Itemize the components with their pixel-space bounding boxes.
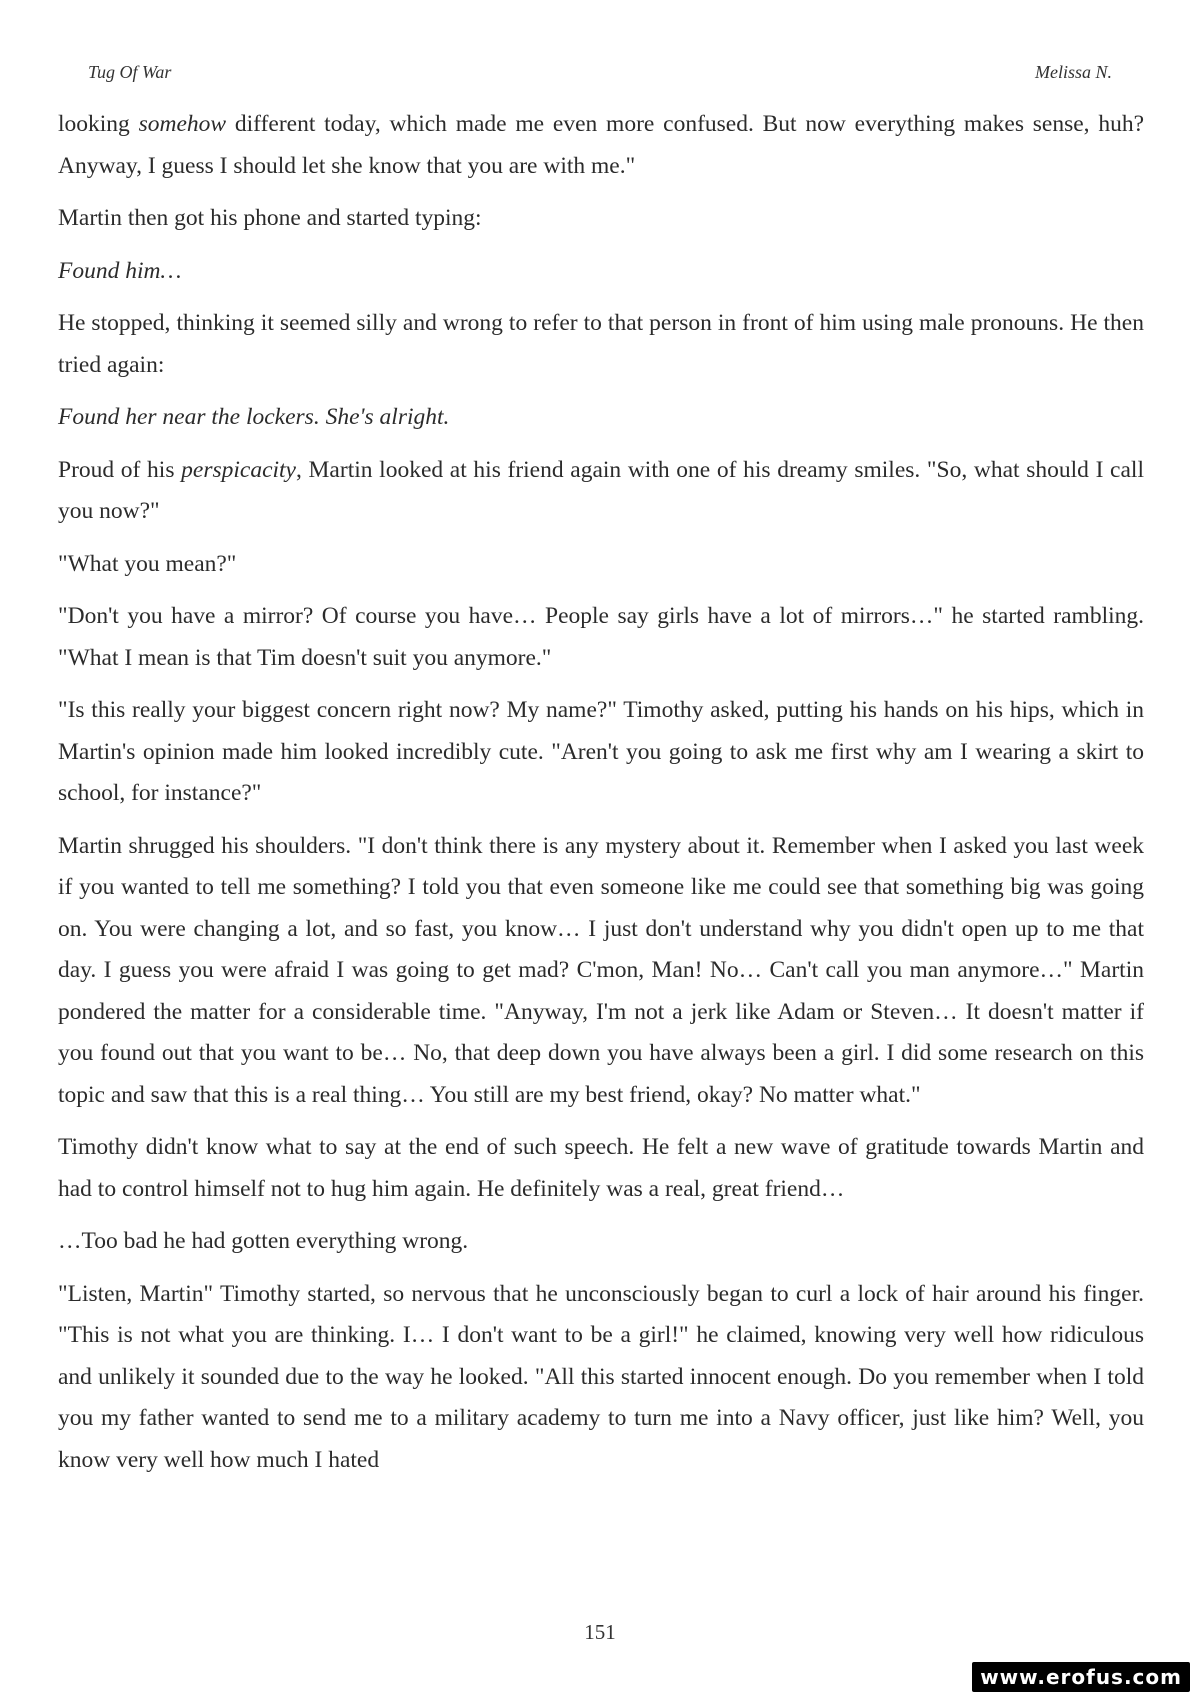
text-run: Martin shrugged his shoulders. "I don't think there is any mystery about it. Remember when I asked you last week if you wanted to tell me something? I told you that even someone like me could see that something big was going on. You were changing a lot, and so fast, you know… I just don't understand why you didn't open up to me that day. I guess you were afraid I was going to get mad? C'mon, Man! No… Can't call you man anymore…" Martin pondered the matter for a considerable time. "Anyway, I'm not a jerk like Adam or Steven… It doesn't matter if you found out that you want to be… No, that deep down you have always been a girl. I did some research on this topic and saw that this is a real thing… You still are my best friend, okay? No matter what." [58,832,1144,1108]
text-run: …Too bad he had gotten everything wrong. [58,1228,469,1254]
paragraph [58,104,1144,187]
body-text [58,104,1144,1492]
text-run: different today, which made me even more confused. But now everything makes sense, huh? Anyway, I guess I should let she know that you are with me." [58,111,1145,179]
paragraph [58,1127,1144,1210]
text-run: Proud of his [58,456,182,483]
paragraph [58,397,1144,439]
text-run: Timothy didn't know what to say at the end of such speech. He felt a new wave of gratitude towards Martin and had to control himself not to hug him again. He definitely was a real, great friend… [58,1134,1144,1202]
text-run: "Don't you have a mirror? Of course you have… People say girls have a lot of mirrors…" he started rambling. "What I mean is that Tim doesn't suit you anymore." [58,603,1144,671]
page-number: 151 [584,1620,616,1644]
text-run: Martin then got his phone and started typing: [58,205,482,231]
paragraph [58,303,1144,386]
header-author: Melissa N. [1034,62,1112,82]
paragraph [58,1274,1144,1482]
text-run: , Martin looked at his friend again with one of his dreamy smiles. "So, what should I call you now?" [58,456,1144,524]
text-run: looking [58,111,139,137]
paragraph [58,596,1144,679]
italic-text: somehow [138,111,227,137]
paragraph [58,690,1144,815]
text-run: "What you mean?" [58,550,237,577]
watermark-logo: www.erofus.com [972,1662,1190,1692]
italic-text: Found her near the lockers. She's alright. [58,404,450,430]
paragraph [58,198,1144,240]
paragraph [58,450,1144,533]
text-run: He stopped, thinking it seemed silly and wrong to refer to that person in front of him using male pronouns. He then tried again: [58,310,1144,378]
text-run: "Is this really your biggest concern right now? My name?" Timothy asked, putting his hands on his hips, which in Martin's opinion made him looked incredibly cute. "Aren't you going to ask me first why am I wearing a skirt to school, for instance?" [58,697,1144,806]
paragraph [58,251,1144,293]
italic-text: perspicacity [181,456,296,483]
paragraph [58,826,1144,1117]
header-title: Tug Of War [88,62,172,82]
italic-text: Found him… [58,257,182,284]
paragraph [58,544,1144,586]
text-run: "Listen, Martin" Timothy started, so nervous that he unconsciously began to curl a lock of hair around his finger. "This is not what you are thinking. I… I don't want to be a girl!" he claimed, knowing very well how ridiculous and unlikely it sounded due to the way he looked. "All this started innocent enough. Do you remember when I told you my father wanted to send me to a military academy to turn me into a Navy officer, just like him? Well, you know very well how much I hated [58,1280,1144,1473]
paragraph [58,1221,1144,1263]
